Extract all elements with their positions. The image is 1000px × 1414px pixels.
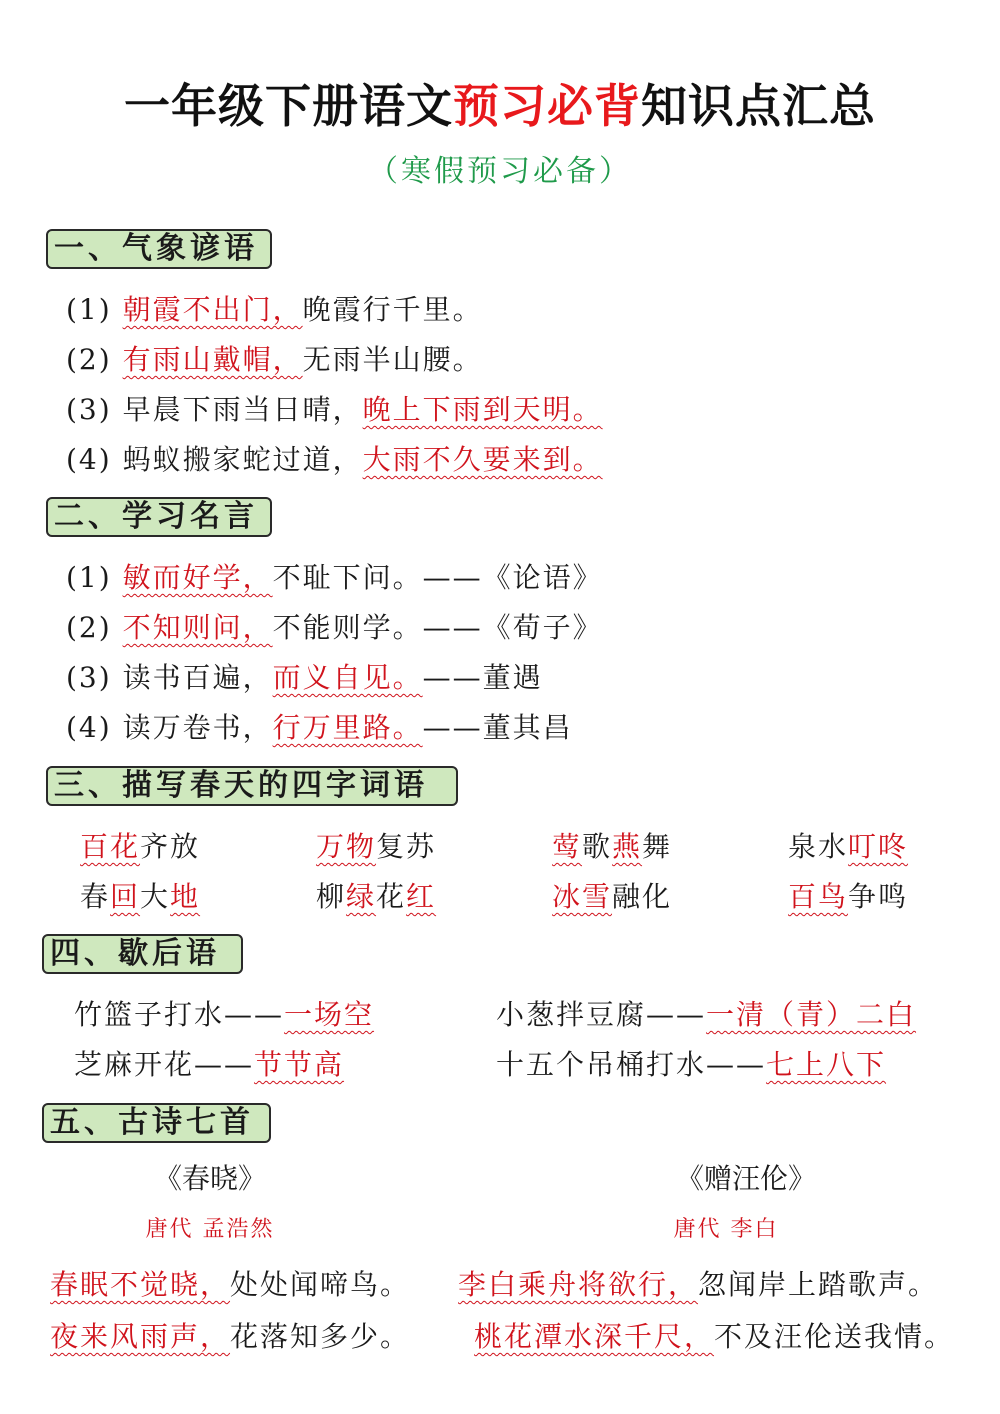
poem-1-author: 唐代 孟浩然 [145,1217,275,1242]
idiom-7: 冰雪融化 [552,880,673,913]
xiehouyu-4: 十五个吊桶打水——七上八下 [496,1048,887,1081]
quote-line-3: (3) 读书百遍，而义自见。——董遇 [66,661,543,694]
poem-1-line-2: 夜来风雨声，花落知多少。 [50,1320,411,1353]
page-subtitle: （寒假预习必备） [368,154,632,189]
title-part1: 一年级下册语文 [124,79,453,133]
xiehouyu-2: 小葱拌豆腐——一清（青）二白 [496,998,917,1031]
quote-line-4: (4) 读万卷书，行万里路。——董其昌 [66,711,573,744]
idiom-1: 百花齐放 [80,830,201,863]
poem-1-line-1: 春眠不觉晓，处处闻啼鸟。 [50,1268,411,1301]
proverb-line-4: (4) 蚂蚁搬家蛇过道，大雨不久要来到。 [66,443,603,476]
xiehouyu-3: 芝麻开花——节节高 [74,1048,345,1081]
poem-2-title: 《赠汪伦》 [675,1162,816,1195]
idiom-4: 泉水叮咚 [788,830,909,863]
idiom-2: 万物复苏 [316,830,437,863]
poem-2-author: 唐代 李白 [673,1217,779,1242]
section-header-spring-idioms: 三、描写春天的四字词语 [46,766,458,806]
idiom-3: 莺歌燕舞 [552,830,673,863]
section-header-ancient-poems: 五、古诗七首 [42,1103,271,1143]
section-header-xiehouyu: 四、歇后语 [42,934,243,974]
proverb-line-1: (1) 朝霞不出门，晚霞行千里。 [66,293,483,326]
idiom-8: 百鸟争鸣 [788,880,909,913]
xiehouyu-1: 竹篮子打水——一场空 [74,998,375,1031]
poem-2-line-2: 桃花潭水深千尺，不及汪伦送我情。 [474,1320,955,1353]
title-highlight: 预习必背 [453,79,641,133]
title-part2: 知识点汇总 [641,79,876,133]
proverb-line-2: (2) 有雨山戴帽，无雨半山腰。 [66,343,483,376]
section-header-weather-proverbs: 一、气象谚语 [46,229,272,269]
poem-2-line-1: 李白乘舟将欲行，忽闻岸上踏歌声。 [458,1268,939,1301]
poem-1-title: 《春晓》 [153,1162,266,1195]
section-header-study-quotes: 二、学习名言 [46,497,272,537]
quote-line-1: (1) 敏而好学，不耻下问。——《论语》 [66,561,603,594]
quote-line-2: (2) 不知则问，不能则学。——《荀子》 [66,611,603,644]
page-title [0,70,1000,136]
idiom-6: 柳绿花红 [316,880,437,913]
idiom-5: 春回大地 [80,880,201,913]
proverb-line-3: (3) 早晨下雨当日晴，晚上下雨到天明。 [66,393,603,426]
